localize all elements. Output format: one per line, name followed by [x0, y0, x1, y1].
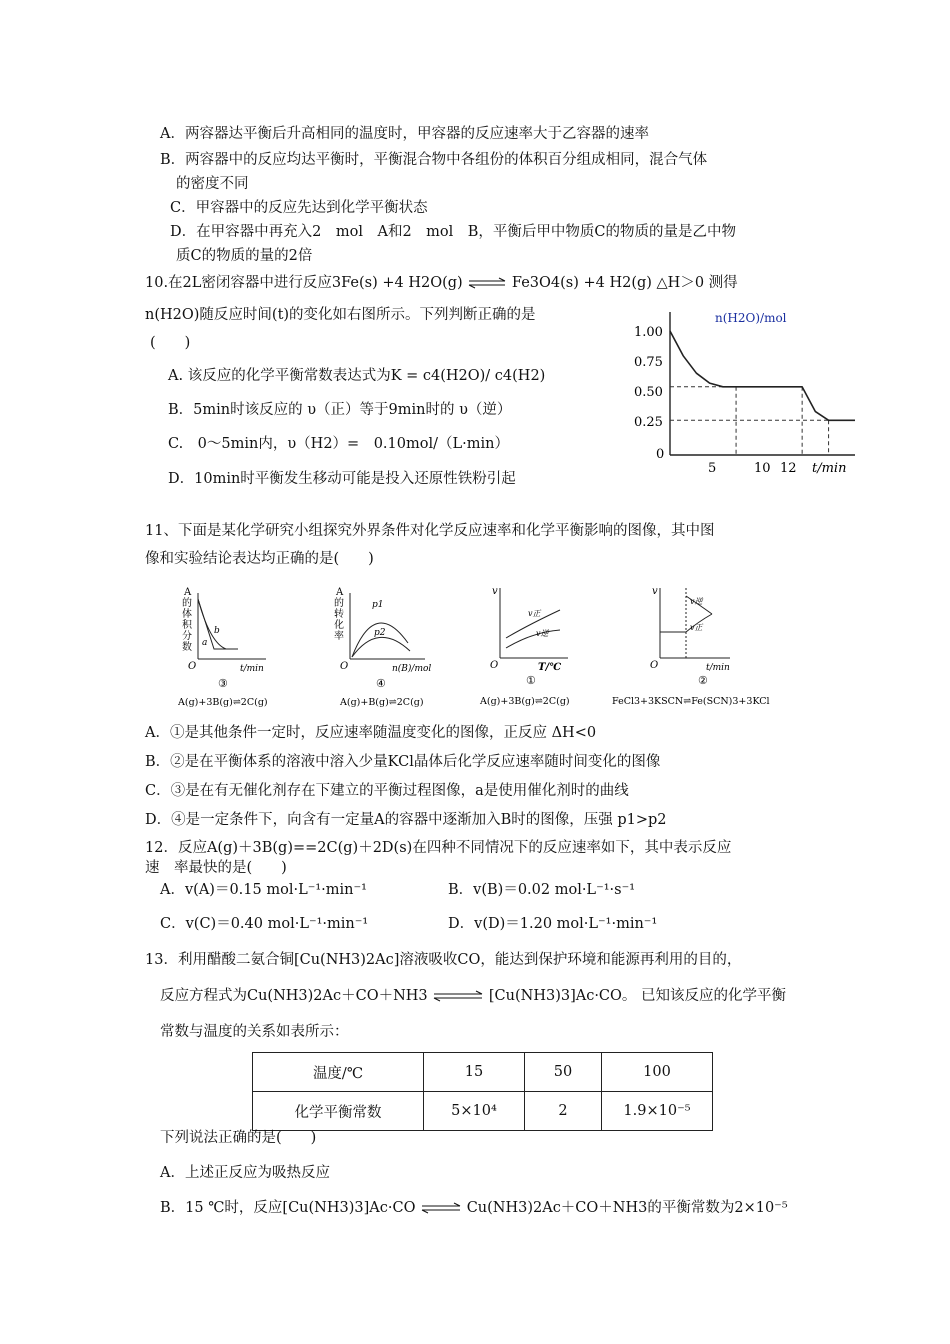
- ylabel: v: [652, 586, 658, 597]
- ytick: 0: [656, 447, 665, 462]
- figure-1: [478, 580, 598, 710]
- p1-label: p1: [372, 600, 384, 610]
- q13-option-a: A．上述正反应为吸热反应: [160, 1165, 330, 1181]
- ylabel-char: A: [336, 587, 344, 598]
- xtick: 10: [754, 461, 771, 476]
- ytick: 0.75: [634, 355, 663, 370]
- x-axis-label: t/min: [240, 664, 264, 674]
- q13-stem-3: 常数与温度的关系如表所示：: [160, 1024, 349, 1040]
- q9-option-b: B．两容器中的反应均达平衡时，平衡混合物中各组份的体积百分组成相同，混合气体: [160, 152, 708, 168]
- q11-option-b: B．②是在平衡体系的溶液中溶入少量KCl晶体后化学反应速率随时间变化的图像: [145, 754, 661, 770]
- equilibrium-arrow-icon: [432, 990, 484, 1002]
- vfwd-label: v正: [690, 623, 703, 632]
- table-cell: 1.9×10⁻⁵: [602, 1092, 713, 1131]
- x-axis-label: t/min: [812, 461, 847, 476]
- table-cell: 温度/℃: [253, 1053, 424, 1092]
- q10-option-c: C. 0～5min内，υ（H2）= 0.10mol/（L·min）: [168, 436, 509, 452]
- equilibrium-constant-table: [252, 1052, 713, 1131]
- ylabel-char: 化: [334, 620, 344, 631]
- ytick: 0.50: [634, 385, 663, 400]
- ytick: 1.00: [634, 325, 663, 340]
- figure-equation: A(g)+B(g)⇌2C(g): [340, 697, 424, 708]
- figure-2: [612, 580, 787, 710]
- q9-option-c: C．甲容器中的反应先达到化学平衡状态: [170, 200, 428, 216]
- table-row: [253, 1053, 713, 1092]
- q12-option-d: D．v(D)＝1.20 mol·L⁻¹·min⁻¹: [448, 916, 658, 932]
- x-axis-label: t/min: [706, 663, 730, 673]
- origin: O: [490, 660, 499, 671]
- q13-stem-2: 反应方程式为Cu(NH3)2Ac＋CO＋NH3 [Cu(NH3)3]Ac·CO。 已知该反应的化学平衡: [160, 988, 787, 1004]
- figure-number: ②: [698, 674, 708, 687]
- ylabel-char: 体: [182, 609, 192, 620]
- equilibrium-arrow-icon: [467, 277, 507, 289]
- q11-stem: 11、下面是某化学研究小组探究外界条件对化学反应速率和化学平衡影响的图像，其中图: [145, 523, 715, 539]
- y-axis-label: n(H2O)/mol: [715, 311, 787, 325]
- q9-option-b-cont: 的密度不同: [176, 176, 249, 192]
- table-cell: 2: [525, 1092, 602, 1131]
- q11-option-a: A．①是其他条件一定时，反应速率随温度变化的图像，正反应 ΔH<0: [145, 725, 597, 741]
- origin: O: [188, 661, 197, 672]
- q10-option-b: B．5min时该反应的 υ（正）等于9min时的 υ（逆）: [168, 402, 512, 418]
- q10-stem: 10.在2L密闭容器中进行反应3Fe(s) +4 H2O(g) Fe3O4(s) +4 H2(g) △H＞0 测得: [145, 275, 738, 291]
- q9-option-d-cont: 质C的物质的量的2倍: [176, 248, 313, 264]
- q10-graph: [620, 300, 860, 480]
- table-cell: 100: [602, 1053, 713, 1092]
- q12-option-b: B．v(B)＝0.02 mol·L⁻¹·s⁻¹: [448, 882, 636, 898]
- curve-vrev: [506, 630, 560, 648]
- q10-option-a: A. 该反应的化学平衡常数表达式为K = c4(H2O)/ c4(H2): [168, 368, 546, 384]
- figure-equation: FeCl3+3KSCN⇌Fe(SCN)3+3KCl: [612, 696, 770, 707]
- q12-option-c: C．v(C)＝0.40 mol·L⁻¹·min⁻¹: [160, 916, 369, 932]
- x-axis-label: n(B)/mol: [392, 664, 432, 674]
- figure-equation: A(g)+3B(g)⇌2C(g): [178, 697, 268, 708]
- ylabel-char: 的: [334, 598, 344, 609]
- series-line: [670, 331, 855, 420]
- table-row: [253, 1092, 713, 1131]
- q11-stem-2: 像和实验结论表达均正确的是( ): [145, 551, 374, 567]
- q13-option-b: B．15 ℃时，反应[Cu(NH3)3]Ac·CO Cu(NH3)2Ac＋CO＋NH3的平衡常数为2×10⁻⁵: [160, 1200, 788, 1216]
- figure-number: ①: [526, 674, 536, 687]
- ytick: 0.25: [634, 415, 663, 430]
- q13-prompt: 下列说法正确的是( ): [160, 1130, 317, 1146]
- ylabel-char: A: [184, 587, 192, 598]
- figure-number: ③: [218, 677, 228, 690]
- origin: O: [340, 661, 349, 672]
- ylabel: v: [492, 586, 498, 597]
- vrev-label: v逆: [690, 597, 703, 606]
- figure-equation: A(g)+3B(g)⇌2C(g): [480, 696, 570, 707]
- q10-option-d: D．10min时平衡发生移动可能是投入还原性铁粉引起: [168, 471, 516, 487]
- q10-stem-2: n(H2O)随反应时间(t)的变化如右图所示。下列判断正确的是: [145, 307, 536, 323]
- q12-stem: 12．反应A(g)＋3B(g)==2C(g)＋2D(s)在四种不同情况下的反应速率如下，其中表示反应: [145, 840, 732, 856]
- q13-stem: 13．利用醋酸二氨合铜[Cu(NH3)2Ac]溶液吸收CO，能达到保护环境和能源再利用的目的，: [145, 952, 742, 968]
- x-axis-label: T/℃: [538, 662, 562, 673]
- q10-bracket: ( ): [150, 335, 191, 351]
- ylabel-char: 积: [182, 620, 192, 631]
- q9-option-a: A．两容器达平衡后升高相同的温度时，甲容器的反应速率大于乙容器的速率: [160, 126, 649, 142]
- table-cell: 15: [424, 1053, 525, 1092]
- figure-3: [178, 585, 298, 710]
- curve-p2: [352, 637, 410, 657]
- ylabel-char: 数: [182, 642, 192, 653]
- vrev-label: v逆: [536, 629, 549, 638]
- ylabel-char: 分: [182, 631, 192, 642]
- figure-number: ④: [376, 677, 386, 690]
- table-cell: 5×10⁴: [424, 1092, 525, 1131]
- table-cell: 化学平衡常数: [253, 1092, 424, 1131]
- curve-b-label: b: [214, 626, 220, 636]
- p2-label: p2: [374, 628, 386, 638]
- vfwd-label: v正: [528, 609, 541, 618]
- table-cell: 50: [525, 1053, 602, 1092]
- q12-option-a: A．v(A)＝0.15 mol·L⁻¹·min⁻¹: [160, 882, 367, 898]
- figure-4: [330, 585, 450, 710]
- q12-stem-2: 速 率最快的是( ): [145, 860, 287, 876]
- origin: O: [650, 660, 659, 671]
- xtick: 5: [708, 461, 717, 476]
- curve-a-label: a: [202, 638, 208, 648]
- q9-option-d: D．在甲容器中再充入2 mol A和2 mol B，平衡后甲中物质C的物质的量是乙中物: [170, 224, 737, 240]
- ylabel-char: 率: [334, 631, 344, 642]
- q11-option-d: D．④是一定条件下，向含有一定量A的容器中逐渐加入B时的图像，压强 p1>p2: [145, 812, 667, 828]
- xtick: 12: [780, 461, 797, 476]
- ylabel-char: 转: [334, 609, 344, 620]
- ylabel-char: 的: [182, 598, 192, 609]
- q11-option-c: C．③是在有无催化剂存在下建立的平衡过程图像，a是使用催化剂时的曲线: [145, 783, 629, 799]
- equilibrium-arrow-icon: [420, 1202, 462, 1214]
